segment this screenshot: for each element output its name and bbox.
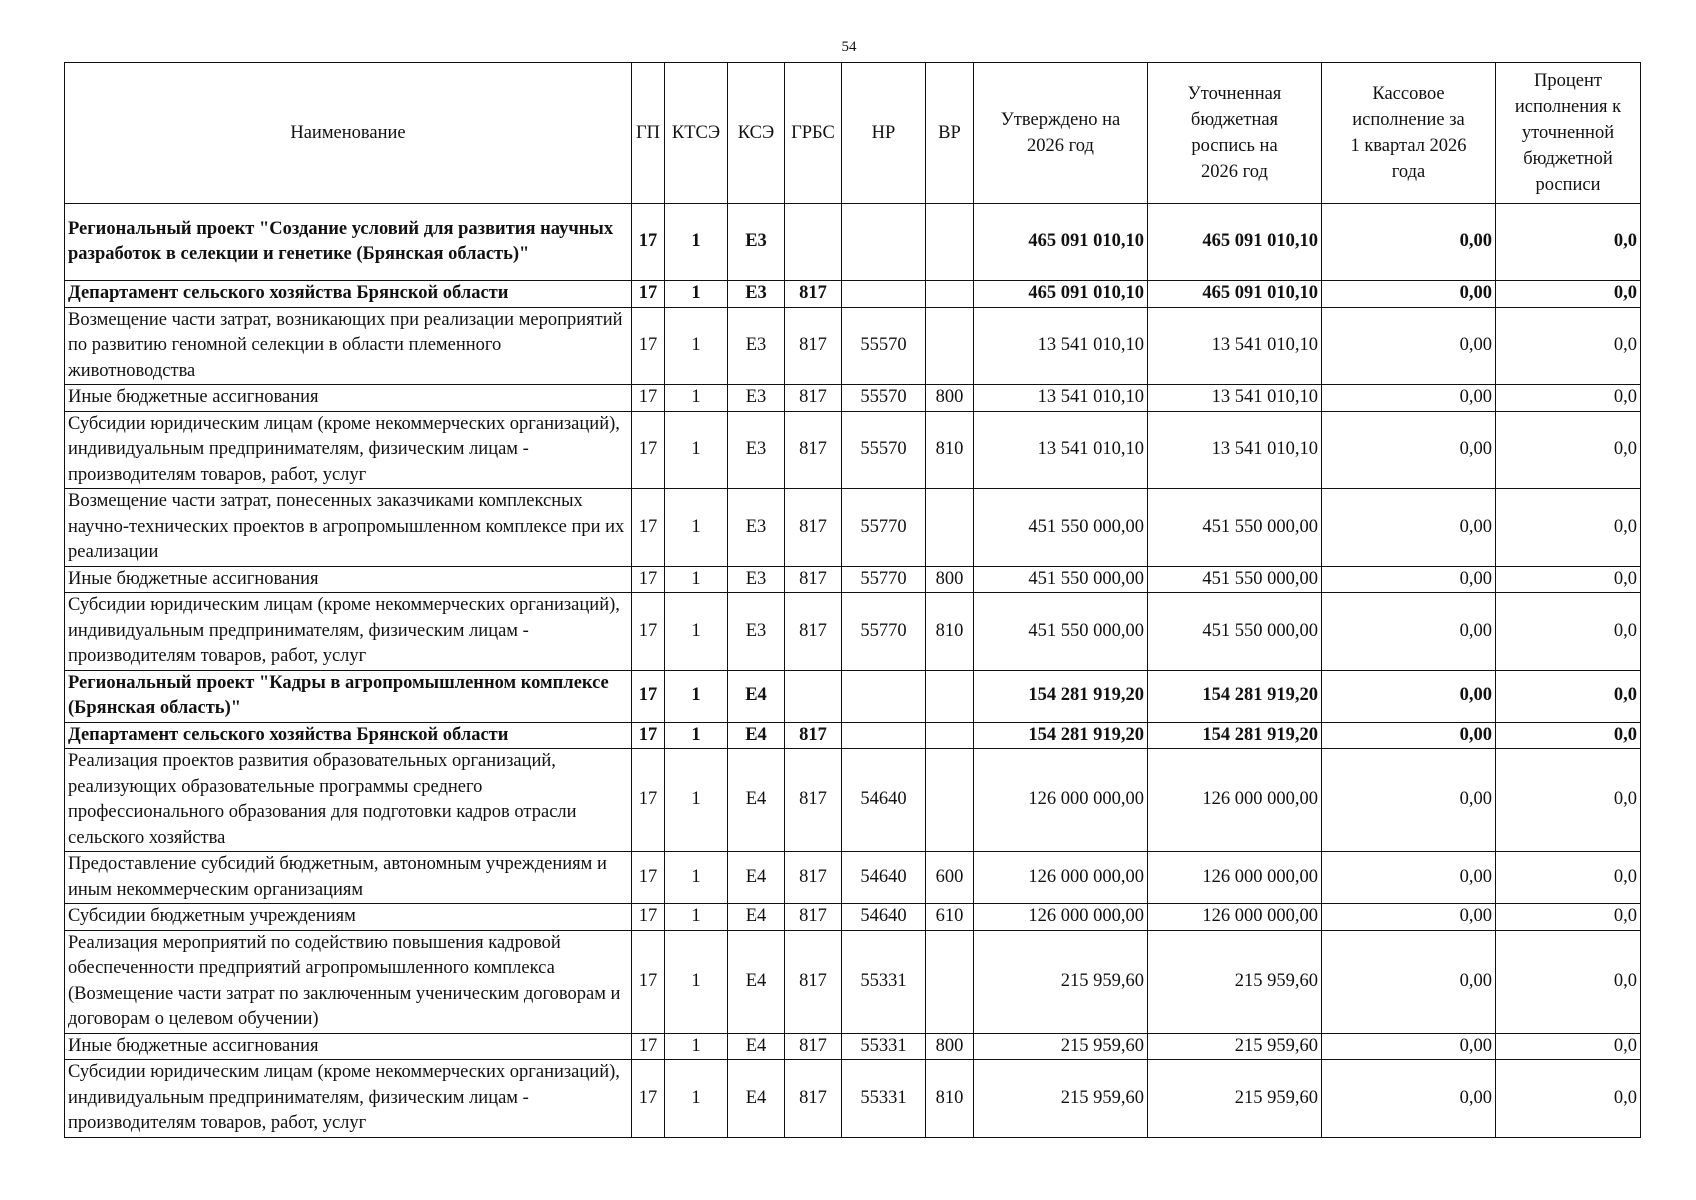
row-cash: 0,00 [1322, 1033, 1496, 1060]
table-header-row [65, 63, 1641, 204]
row-grbs: 817 [785, 281, 842, 308]
row-vr [926, 670, 974, 722]
row-ktse: 1 [665, 307, 728, 385]
row-percent: 0,0 [1496, 281, 1641, 308]
row-vr [926, 204, 974, 281]
header-nr: НР [842, 63, 926, 204]
row-vr: 600 [926, 852, 974, 904]
row-percent: 0,0 [1496, 670, 1641, 722]
row-ktse: 1 [665, 593, 728, 671]
row-grbs: 817 [785, 385, 842, 412]
row-approved: 215 959,60 [974, 1033, 1148, 1060]
row-vr: 810 [926, 593, 974, 671]
row-percent: 0,0 [1496, 593, 1641, 671]
row-grbs: 817 [785, 411, 842, 489]
row-nr: 55570 [842, 385, 926, 412]
row-kse: Е4 [728, 1033, 785, 1060]
row-cash: 0,00 [1322, 722, 1496, 749]
row-refined: 13 541 010,10 [1148, 411, 1322, 489]
row-approved: 13 541 010,10 [974, 385, 1148, 412]
row-gp: 17 [632, 852, 665, 904]
row-ktse: 1 [665, 852, 728, 904]
row-refined: 215 959,60 [1148, 930, 1322, 1033]
table-row [65, 670, 1641, 722]
row-gp: 17 [632, 1033, 665, 1060]
row-cash: 0,00 [1322, 385, 1496, 412]
table-row [65, 411, 1641, 489]
row-name: Региональный проект "Кадры в агропромышленном комплексе (Брянская область)" [65, 670, 632, 722]
row-percent: 0,0 [1496, 852, 1641, 904]
row-ktse: 1 [665, 566, 728, 593]
row-cash: 0,00 [1322, 307, 1496, 385]
row-approved: 13 541 010,10 [974, 307, 1148, 385]
row-refined: 126 000 000,00 [1148, 852, 1322, 904]
header-cash: Кассовое исполнение за 1 квартал 2026 года [1322, 63, 1496, 204]
row-nr [842, 722, 926, 749]
row-refined: 126 000 000,00 [1148, 749, 1322, 852]
table-row [65, 930, 1641, 1033]
row-percent: 0,0 [1496, 722, 1641, 749]
row-name: Субсидии юридическим лицам (кроме некоммерческих организаций), индивидуальным предпринимателям, физическим лицам - производителям товаров, работ, услуг [65, 1060, 632, 1138]
row-refined: 465 091 010,10 [1148, 204, 1322, 281]
row-ktse: 1 [665, 385, 728, 412]
header-kse: КСЭ [728, 63, 785, 204]
row-percent: 0,0 [1496, 489, 1641, 567]
row-nr [842, 281, 926, 308]
row-refined: 13 541 010,10 [1148, 307, 1322, 385]
table-row [65, 204, 1641, 281]
table-row [65, 593, 1641, 671]
row-grbs: 817 [785, 852, 842, 904]
row-nr: 55331 [842, 930, 926, 1033]
row-approved: 215 959,60 [974, 1060, 1148, 1138]
row-kse: Е4 [728, 749, 785, 852]
row-approved: 215 959,60 [974, 930, 1148, 1033]
header-gp: ГП [632, 63, 665, 204]
row-gp: 17 [632, 385, 665, 412]
row-grbs: 817 [785, 593, 842, 671]
row-nr: 55770 [842, 593, 926, 671]
table-row [65, 385, 1641, 412]
row-percent: 0,0 [1496, 566, 1641, 593]
row-gp: 17 [632, 566, 665, 593]
table-row [65, 489, 1641, 567]
row-vr [926, 722, 974, 749]
table-row [65, 307, 1641, 385]
row-gp: 17 [632, 281, 665, 308]
row-vr: 800 [926, 566, 974, 593]
row-name: Иные бюджетные ассигнования [65, 385, 632, 412]
row-kse: Е3 [728, 385, 785, 412]
row-percent: 0,0 [1496, 1060, 1641, 1138]
row-ktse: 1 [665, 1033, 728, 1060]
row-nr: 55570 [842, 307, 926, 385]
row-ktse: 1 [665, 204, 728, 281]
row-refined: 215 959,60 [1148, 1060, 1322, 1138]
row-kse: Е4 [728, 1060, 785, 1138]
row-nr: 54640 [842, 852, 926, 904]
row-refined: 126 000 000,00 [1148, 904, 1322, 931]
row-percent: 0,0 [1496, 749, 1641, 852]
row-vr: 810 [926, 411, 974, 489]
row-refined: 465 091 010,10 [1148, 281, 1322, 308]
row-grbs: 817 [785, 1060, 842, 1138]
row-name: Реализация мероприятий по содействию повышения кадровой обеспеченности предприятий агропромышленного комплекса (Возмещение части затрат по заключенным ученическим договорам и договорам о целевом обучении) [65, 930, 632, 1033]
row-name: Предоставление субсидий бюджетным, автономным учреждениям и иным некоммерческим организациям [65, 852, 632, 904]
row-vr: 800 [926, 1033, 974, 1060]
row-kse: Е3 [728, 204, 785, 281]
row-vr [926, 930, 974, 1033]
row-gp: 17 [632, 204, 665, 281]
row-gp: 17 [632, 722, 665, 749]
header-refined: Уточненная бюджетная роспись на 2026 год [1148, 63, 1322, 204]
row-refined: 154 281 919,20 [1148, 670, 1322, 722]
row-name: Субсидии юридическим лицам (кроме некоммерческих организаций), индивидуальным предпринимателям, физическим лицам - производителям товаров, работ, услуг [65, 411, 632, 489]
row-percent: 0,0 [1496, 411, 1641, 489]
table-row [65, 1033, 1641, 1060]
table-row [65, 281, 1641, 308]
row-percent: 0,0 [1496, 930, 1641, 1033]
row-ktse: 1 [665, 930, 728, 1033]
row-vr [926, 307, 974, 385]
row-percent: 0,0 [1496, 904, 1641, 931]
row-gp: 17 [632, 411, 665, 489]
row-grbs: 817 [785, 307, 842, 385]
table-row [65, 722, 1641, 749]
row-vr [926, 749, 974, 852]
row-vr: 610 [926, 904, 974, 931]
row-percent: 0,0 [1496, 385, 1641, 412]
row-grbs [785, 670, 842, 722]
page-number: 54 [841, 39, 857, 55]
row-ktse: 1 [665, 1060, 728, 1138]
row-kse: Е3 [728, 566, 785, 593]
row-name: Возмещение части затрат, понесенных заказчиками комплексных научно-технических проектов в агропромышленном комплексе при их реализации [65, 489, 632, 567]
row-name: Иные бюджетные ассигнования [65, 1033, 632, 1060]
row-grbs: 817 [785, 749, 842, 852]
row-name: Возмещение части затрат, возникающих при реализации мероприятий по развитию геномной селекции в области племенного животноводства [65, 307, 632, 385]
row-cash: 0,00 [1322, 281, 1496, 308]
row-cash: 0,00 [1322, 904, 1496, 931]
row-gp: 17 [632, 1060, 665, 1138]
table-row [65, 566, 1641, 593]
header-approved: Утверждено на 2026 год [974, 63, 1148, 204]
row-refined: 451 550 000,00 [1148, 489, 1322, 567]
table-row [65, 749, 1641, 852]
header-name: Наименование [65, 63, 632, 204]
row-vr [926, 489, 974, 567]
row-cash: 0,00 [1322, 204, 1496, 281]
row-nr: 55770 [842, 566, 926, 593]
row-approved: 451 550 000,00 [974, 489, 1148, 567]
row-gp: 17 [632, 670, 665, 722]
row-percent: 0,0 [1496, 204, 1641, 281]
row-gp: 17 [632, 489, 665, 567]
row-vr: 800 [926, 385, 974, 412]
row-approved: 451 550 000,00 [974, 566, 1148, 593]
row-name: Субсидии бюджетным учреждениям [65, 904, 632, 931]
row-nr: 54640 [842, 749, 926, 852]
row-ktse: 1 [665, 749, 728, 852]
row-cash: 0,00 [1322, 670, 1496, 722]
row-cash: 0,00 [1322, 1060, 1496, 1138]
row-vr [926, 281, 974, 308]
row-cash: 0,00 [1322, 930, 1496, 1033]
row-kse: Е3 [728, 411, 785, 489]
row-approved: 126 000 000,00 [974, 904, 1148, 931]
table-row [65, 904, 1641, 931]
row-name: Департамент сельского хозяйства Брянской области [65, 722, 632, 749]
row-kse: Е3 [728, 307, 785, 385]
row-cash: 0,00 [1322, 749, 1496, 852]
row-name: Департамент сельского хозяйства Брянской области [65, 281, 632, 308]
row-grbs: 817 [785, 1033, 842, 1060]
row-cash: 0,00 [1322, 593, 1496, 671]
row-gp: 17 [632, 307, 665, 385]
row-refined: 215 959,60 [1148, 1033, 1322, 1060]
row-kse: Е3 [728, 489, 785, 567]
row-approved: 126 000 000,00 [974, 852, 1148, 904]
row-refined: 154 281 919,20 [1148, 722, 1322, 749]
row-grbs [785, 204, 842, 281]
row-approved: 465 091 010,10 [974, 204, 1148, 281]
row-cash: 0,00 [1322, 852, 1496, 904]
row-grbs: 817 [785, 722, 842, 749]
header-percent: Процент исполнения к уточненной бюджетной росписи [1496, 63, 1641, 204]
row-vr: 810 [926, 1060, 974, 1138]
row-approved: 154 281 919,20 [974, 722, 1148, 749]
row-approved: 154 281 919,20 [974, 670, 1148, 722]
row-nr: 55331 [842, 1033, 926, 1060]
row-name: Реализация проектов развития образовательных организаций, реализующих образовательные программы среднего профессионального образования для подготовки кадров отрасли сельского хозяйства [65, 749, 632, 852]
row-kse: Е4 [728, 904, 785, 931]
row-nr [842, 670, 926, 722]
row-ktse: 1 [665, 670, 728, 722]
row-nr: 54640 [842, 904, 926, 931]
row-name: Иные бюджетные ассигнования [65, 566, 632, 593]
row-nr: 55331 [842, 1060, 926, 1138]
row-grbs: 817 [785, 566, 842, 593]
row-ktse: 1 [665, 489, 728, 567]
row-approved: 451 550 000,00 [974, 593, 1148, 671]
row-nr [842, 204, 926, 281]
row-kse: Е4 [728, 852, 785, 904]
row-percent: 0,0 [1496, 307, 1641, 385]
row-ktse: 1 [665, 904, 728, 931]
row-nr: 55770 [842, 489, 926, 567]
row-kse: Е4 [728, 930, 785, 1033]
row-gp: 17 [632, 593, 665, 671]
row-nr: 55570 [842, 411, 926, 489]
row-ktse: 1 [665, 722, 728, 749]
row-approved: 126 000 000,00 [974, 749, 1148, 852]
row-ktse: 1 [665, 281, 728, 308]
row-cash: 0,00 [1322, 411, 1496, 489]
row-grbs: 817 [785, 930, 842, 1033]
row-kse: Е4 [728, 722, 785, 749]
row-grbs: 817 [785, 489, 842, 567]
budget-table [64, 62, 1641, 1138]
row-cash: 0,00 [1322, 489, 1496, 567]
row-name: Региональный проект "Создание условий для развития научных разработок в селекции и генетике (Брянская область)" [65, 204, 632, 281]
row-kse: Е3 [728, 593, 785, 671]
row-gp: 17 [632, 930, 665, 1033]
row-name: Субсидии юридическим лицам (кроме некоммерческих организаций), индивидуальным предпринимателям, физическим лицам - производителям товаров, работ, услуг [65, 593, 632, 671]
header-vr: ВР [926, 63, 974, 204]
row-refined: 451 550 000,00 [1148, 566, 1322, 593]
header-grbs: ГРБС [785, 63, 842, 204]
row-refined: 13 541 010,10 [1148, 385, 1322, 412]
row-grbs: 817 [785, 904, 842, 931]
row-approved: 13 541 010,10 [974, 411, 1148, 489]
row-kse: Е4 [728, 670, 785, 722]
row-approved: 465 091 010,10 [974, 281, 1148, 308]
table-row [65, 852, 1641, 904]
row-gp: 17 [632, 904, 665, 931]
row-cash: 0,00 [1322, 566, 1496, 593]
row-percent: 0,0 [1496, 1033, 1641, 1060]
header-ktse: КТСЭ [665, 63, 728, 204]
table-row [65, 1060, 1641, 1138]
row-refined: 451 550 000,00 [1148, 593, 1322, 671]
row-ktse: 1 [665, 411, 728, 489]
row-gp: 17 [632, 749, 665, 852]
row-kse: Е3 [728, 281, 785, 308]
